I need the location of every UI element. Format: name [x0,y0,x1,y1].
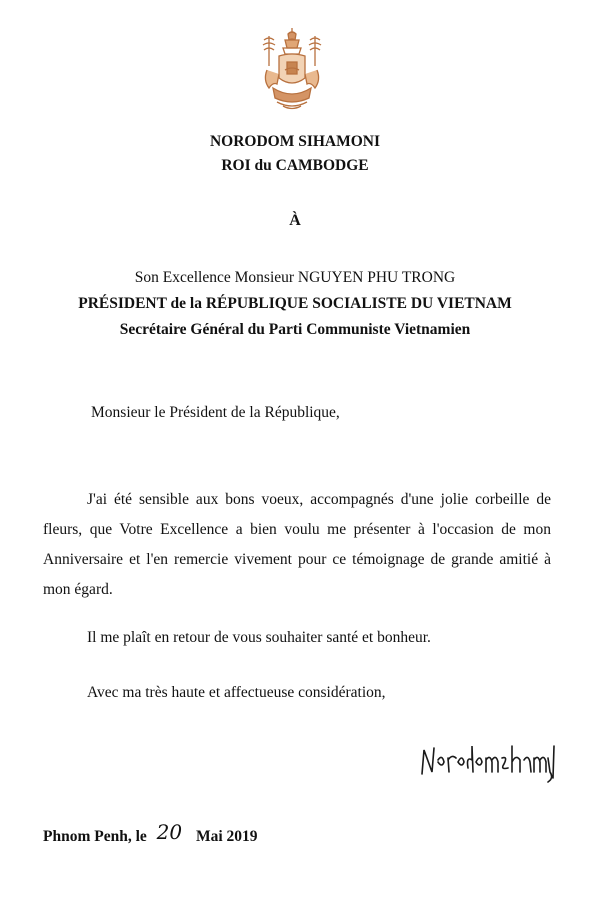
closing-formula: Avec ma très haute et affectueuse considération, [87,684,386,701]
salutation: Monsieur le Président de la République, [91,404,340,421]
sender-block [0,130,590,178]
body-paragraph: J'ai été sensible aux bons voeux, accompagnés d'une jolie corbeille de fleurs, que Votre Excellence a bien voulu me présenter à l'occasion de mon Anniversaire et l'en remercie vivement pour ce témoignage de grande amitié à mon égard. [43,491,551,598]
to-mark: À [289,212,301,229]
sender-name: NORODOM SIHAMONI [209,133,381,150]
wish-paragraph: Il me plaît en retour de vous souhaiter santé et bonheur. [87,629,431,646]
addressee-name: Son Excellence Monsieur NGUYEN PHU TRONG [134,269,456,286]
dateline-day: 20 [156,820,183,844]
dateline-place: Phnom Penh, le [43,828,147,845]
addressee-party-role: Secrétaire Général du Parti Communiste Vietnamien [119,321,471,338]
royal-arms-of-cambodia-icon [257,26,327,112]
letter-body [43,485,551,605]
dateline [43,822,258,846]
dateline-month-year: Mai 2019 [195,828,258,845]
sender-title: ROI du CAMBODGE [221,157,369,174]
addressee-block [0,265,590,343]
addressee-office: PRÉSIDENT de la RÉPUBLIQUE SOCIALISTE DU VIETNAM [78,295,512,312]
handwritten-signature [418,738,558,784]
